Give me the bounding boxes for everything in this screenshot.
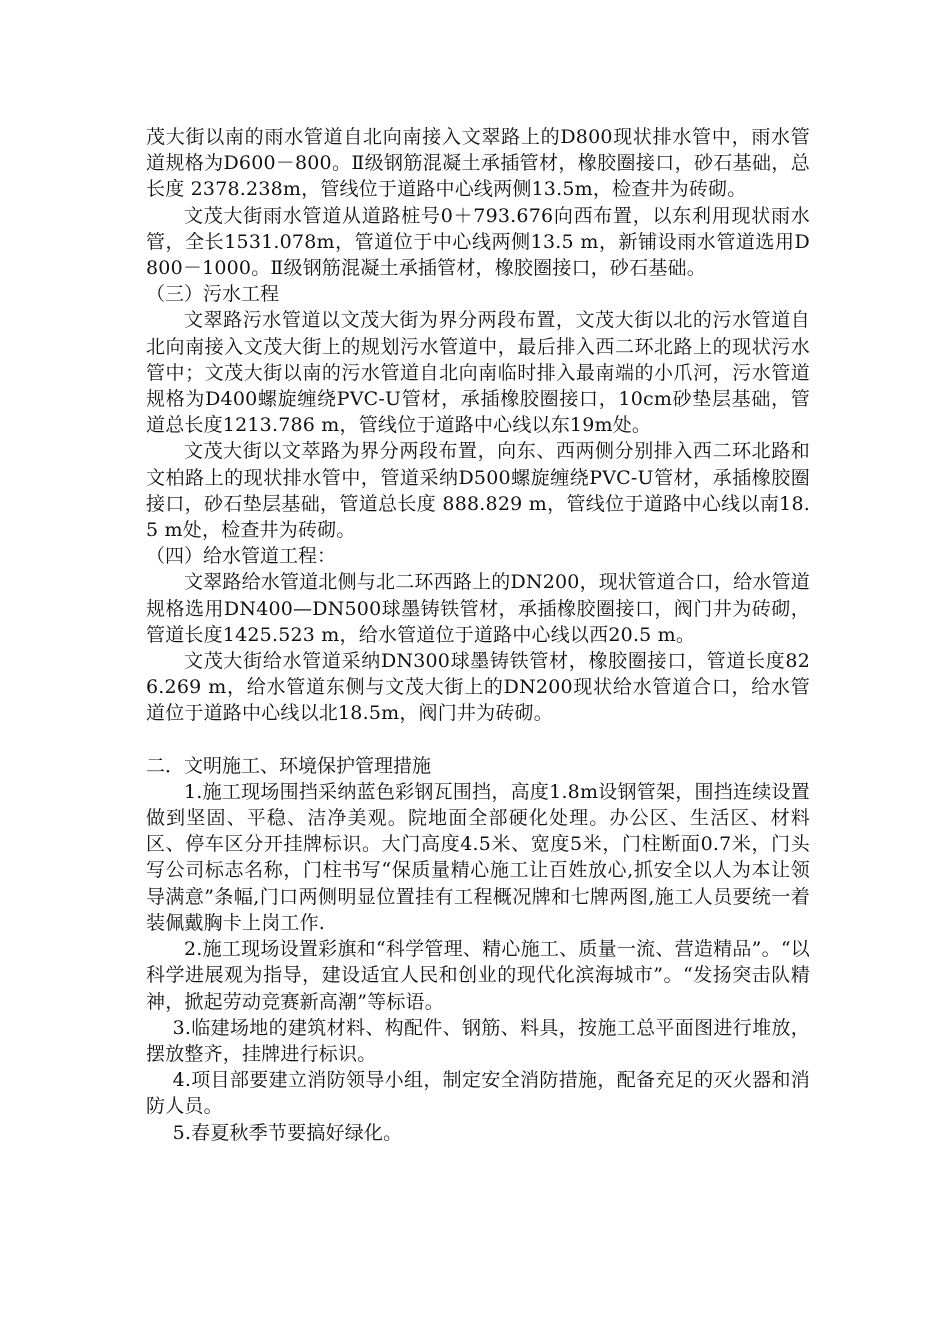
section-heading-water-supply: （四）给水管道工程： <box>146 545 337 568</box>
section-heading-sewage: （三）污水工程 <box>146 283 280 306</box>
paragraph-item-1: 1.施工现场围挡采纳蓝色彩钢瓦围挡，高度1.8m设钢管架，围挡连续设置做到坚固、平稳、洁净美观。院地面全部硬化处理。办公区、生活区、材料区、停车区分开挂牌标识。大门高度4.5米、宽度5米，门柱断面0.7米，门头写公司标志名称，门柱书写“保质量精心施工让百姓放心,抓安全以人为本让领导满意”条幅,门口两侧明显位置挂有工程概况牌和七牌两图,施工人员要统一着装佩戴胸卡上岗工作. <box>146 780 810 934</box>
paragraph-item-2: 2.施工现场设置彩旗和“科学管理、精心施工、质量一流、营造精品”。“以科学进展观为指导，建设适宜人民和创业的现代化滨海城市”。“发扬突击队精神，掀起劳动竞赛新高潮”等标语。 <box>146 938 810 1013</box>
paragraph-storm-sewer-south: 茂大街以南的雨水管道自北向南接入文翠路上的D800现状排水管中，雨水管道规格为D600－800。Ⅱ级钢筋混凝土承插管材，橡胶圈接口，砂石基础，总长度 2378.238m，管线位于道路中心线两侧13.5m，检查井为砖砌。 <box>146 126 810 201</box>
paragraph-water-wencui: 文翠路给水管道北侧与北二环西路上的DN200，现状管道合口，给水管道规格选用DN400—DN500球墨铸铁管材，承插橡胶圈接口，阀门井为砖砌，管道长度1425.523 m，给水管道位于道路中心线以西20.5 m。 <box>146 571 810 646</box>
paragraph-storm-sewer-wenmao: 文茂大街雨水管道从道路桩号0＋793.676向西布置，以东利用现状雨水管，全长1531.078m，管道位于中心线两侧13.5 m，新铺设雨水管道选用D800－1000。Ⅱ级钢筋混凝土承插管材，橡胶圈接口，砂石基础。 <box>146 204 810 280</box>
paragraph-water-wenmao: 文茂大街给水管道采纳DN300球墨铸铁管材，橡胶圈接口，管道长度826.269 m，给水管道东侧与文茂大街上的DN200现状给水管道合口，给水管道位于道路中心线以北18.5m，阀门井为砖砌。 <box>146 650 810 725</box>
paragraph-item-3: 3.临建场地的建筑材料、构配件、钢筋、料具，按施工总平面图进行堆放，摆放整齐，挂牌进行标识。 <box>146 1016 810 1065</box>
document-page <box>146 124 810 1146</box>
paragraph-sewage-wenmao: 文茂大街以文萃路为界分两段布置，向东、西两侧分别排入西二环北路和文柏路上的现状排水管中，管道采纳D500螺旋缠绕PVC-U管材，承插橡胶圈接口，砂石垫层基础，管道总长度 888.829 m，管线位于道路中心线以南18.5 m处，检查井为砖砌。 <box>146 440 810 542</box>
paragraph-item-4: 4.项目部要建立消防领导小组，制定安全消防措施，配备充足的灭火器和消防人员。 <box>146 1069 810 1118</box>
section-heading-civilized-construction: 二．文明施工、环境保护管理措施 <box>146 754 432 777</box>
blank-line <box>146 727 810 753</box>
paragraph-sewage-wencui: 文翠路污水管道以文茂大街为界分两段布置，文茂大街以北的污水管道自北向南接入文茂大街上的规划污水管道中，最后排入西二环北路上的现状污水管中；文茂大街以南的污水管道自北向南临时排入最南端的小爪河，污水管道规格为D400螺旋缠绕PVC-U管材，承插橡胶圈接口，10cm砂垫层基础，管道总长度1213.786 m，管线位于道路中心线以东19m处。 <box>146 309 810 437</box>
paragraph-item-5: 5.春夏秋季节要搞好绿化。 <box>172 1121 403 1144</box>
